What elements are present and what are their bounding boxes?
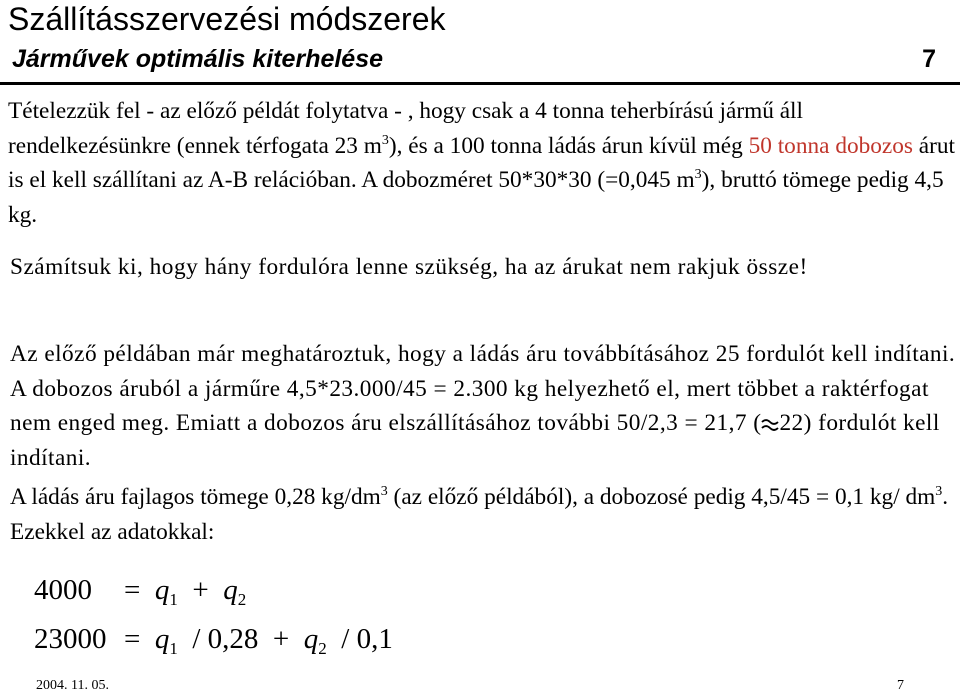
highlight-boxed: dobozos xyxy=(835,132,913,159)
intro-text-3: árut is el kell szállítani az A-B relációban. A dobozméret 50*30*30 (=0,045 m xyxy=(8,132,956,193)
equals-sign: = xyxy=(124,623,141,655)
variable-q2: q xyxy=(223,574,238,606)
divisor-1: / 0,28 xyxy=(192,623,259,655)
plus-sign: + xyxy=(192,574,209,606)
density-sup-2: 3 xyxy=(935,484,943,500)
variable-q1: q xyxy=(154,623,170,655)
subscript-1: 1 xyxy=(169,639,178,658)
question-paragraph: Számítsuk ki, hogy hány fordulóra lenne szükség, ha az árukat nem rakjuk össze! xyxy=(10,254,808,280)
intro-text-4: ), bruttó tömege pedig 4,5 kg. xyxy=(8,167,944,228)
subscript-2: 2 xyxy=(237,590,247,609)
slide-title: Szállításszervezési módszerek xyxy=(8,1,446,37)
equation-weight-lhs: 4000 xyxy=(34,574,92,606)
intro-sup-1: 3 xyxy=(381,132,389,148)
plus-sign: + xyxy=(272,623,290,655)
density-sup-1: 3 xyxy=(380,484,388,500)
variable-q2: q xyxy=(303,623,319,655)
slide-number: 7 xyxy=(922,45,936,73)
intro-text-1: Tételezzük fel - az előző példát folytatva - , hogy csak a 4 tonna teherbírású jármű áll rendelkezésünkre (ennek térfogata 23 m xyxy=(8,98,803,159)
variable-q1: q xyxy=(154,574,170,606)
subscript-1: 1 xyxy=(169,590,178,609)
subscript-2: 2 xyxy=(318,639,327,658)
intro-paragraph xyxy=(8,94,958,232)
solution-text-1: Az előző példában már meghatároztuk, hogy a ládás áru továbbításához 25 fordulót kell indítani. A dobozos áruból a járműre 4,5*23.000/45 = 2.300 kg helyezhető el, mert többet a raktérfogat nem enged meg. Emiatt a dobozos áru elszállításához további 50/2,3 = 21,7 ( xyxy=(10,341,956,436)
density-text-2: (az előző példából), a dobozosé pedig 4,5/45 = 0,1 kg/ dm xyxy=(387,484,936,510)
solution-text-2: 22) fordulót kell indítani. xyxy=(10,410,940,471)
divisor-2: / 0,1 xyxy=(341,623,393,655)
equation-volume-lhs: 23000 xyxy=(34,623,107,655)
equation-weight-rhs xyxy=(124,572,246,608)
density-text-1: A ládás áru fajlagos tömege 0,28 kg/dm xyxy=(10,484,381,510)
solution-paragraph xyxy=(10,337,960,475)
footer-date: 2004. 11. 05. xyxy=(36,678,109,693)
intro-text-2: ), és a 100 tonna ládás árun kívül még xyxy=(388,132,749,159)
density-paragraph xyxy=(10,480,960,549)
equation-volume-rhs xyxy=(124,621,393,657)
slide-subtitle: Járművek optimális kiterhelése xyxy=(12,45,384,73)
equation-volume xyxy=(34,621,393,658)
equals-sign: = xyxy=(124,574,141,606)
density-text-3: . Ezekkel az adatokkal: xyxy=(10,484,949,545)
equation-weight xyxy=(34,572,247,609)
approx-symbol-icon xyxy=(761,417,779,431)
highlight-weight: 50 tonna xyxy=(748,132,830,159)
intro-sup-2: 3 xyxy=(694,167,702,183)
footer-page-number: 7 xyxy=(897,678,904,693)
header-divider xyxy=(0,82,960,85)
